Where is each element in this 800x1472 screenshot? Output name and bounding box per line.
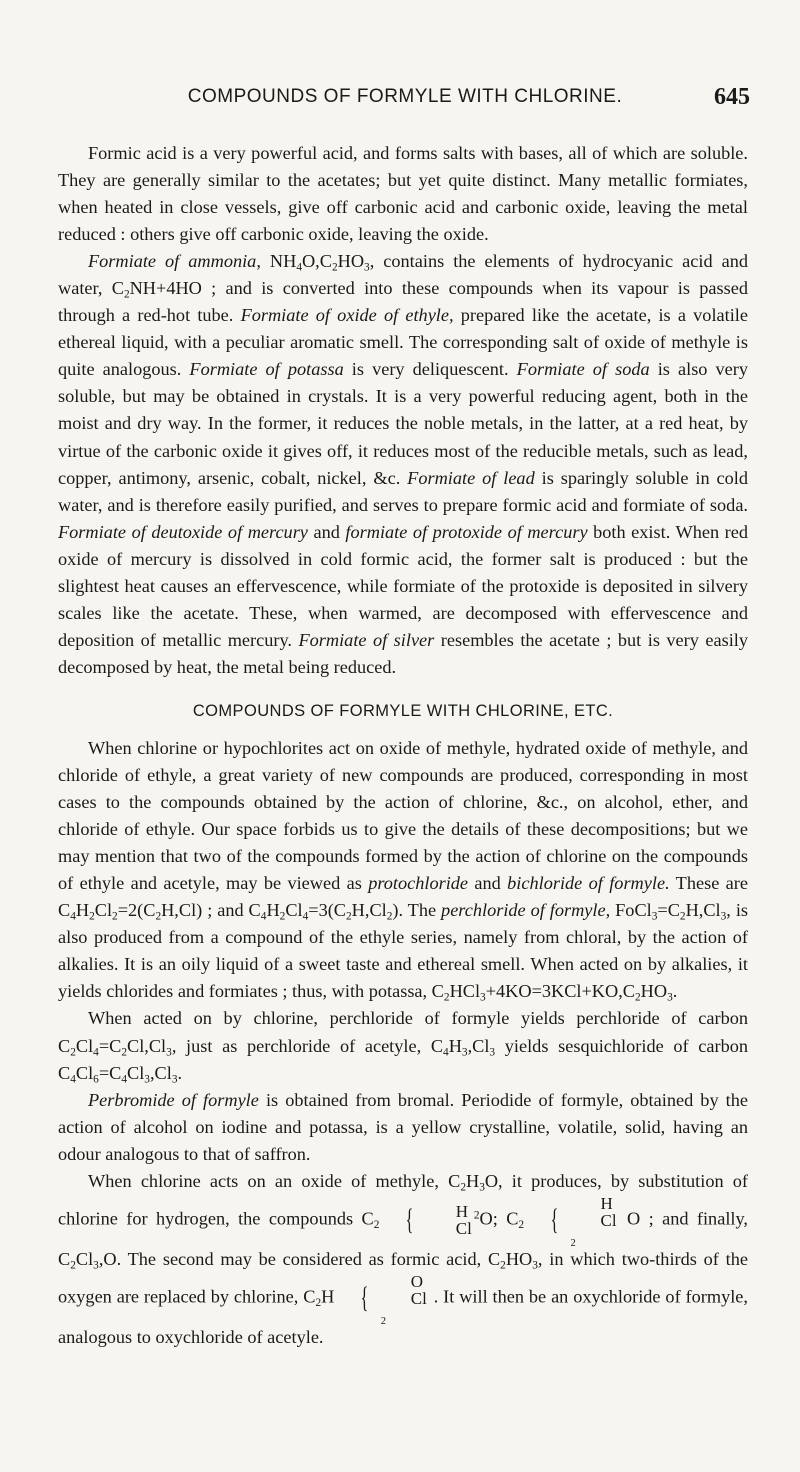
term-formiate-soda: Formiate of soda <box>516 359 650 380</box>
paragraph-oxide-methyle <box>58 1168 748 1351</box>
term-formiate-lead: Formiate of lead <box>407 467 535 488</box>
term-protochloride: protochloride <box>368 873 469 894</box>
stack-top: H <box>455 1202 469 1222</box>
text-run: H <box>321 1286 335 1307</box>
subscript: 2 <box>89 910 95 923</box>
subscript: 4 <box>70 910 76 923</box>
text-run: Cl <box>75 1062 94 1083</box>
text-run: and <box>307 521 346 542</box>
text-run: H,Cl <box>685 900 721 921</box>
text-run: HO <box>505 1248 533 1269</box>
text-run: =3(C <box>308 900 346 921</box>
text-run: , in which two-thirds of the oxygen are replaced by chlorine, C <box>58 1248 748 1307</box>
text-run: =2(C <box>117 900 156 921</box>
text-run: Cl <box>94 900 113 921</box>
text-run: ,Cl <box>467 1035 490 1056</box>
text-run: , is also produced from a compound of the ethyle series, namely from chloral, by the action of alkalies. It is an oily liquid of a sweet taste and ethereal smell. When acted on by alkalies, it yields chlorides and formiates ; thus, with potassa, C <box>58 900 749 1002</box>
text-run: O, it produces, by substitution of chlorine for hydrogen, the compounds C <box>58 1170 749 1229</box>
text-run: ). The <box>392 900 442 921</box>
text-run: both exist. When red oxide of mercury is dissolved in cold formic acid, the former salt is produced : but the slightest heat causes an effervescence, while formiate of the protoxide is deposited in silvery scales like the acetate. These, when warmed, are decomposed with effervescence and deposition of metallic mercury. <box>58 521 749 650</box>
subscript: 2 <box>386 910 393 923</box>
paragraph-chlorine-compounds <box>58 735 748 1005</box>
term-formiate-ethyle: Formiate of oxide of ethyle, <box>240 305 454 326</box>
subscript: 3 <box>532 1259 538 1272</box>
subscript: 3 <box>479 1181 485 1194</box>
subscript: 4 <box>93 1045 99 1058</box>
stack-bottom <box>380 1288 427 1327</box>
page-body <box>58 140 748 1351</box>
text-run: NH <box>260 251 297 272</box>
subscript: 3 <box>93 1259 99 1272</box>
text-run: =C <box>98 1035 122 1056</box>
subscript: 3 <box>667 991 673 1004</box>
subscript: 4 <box>296 261 302 274</box>
subscript: 3 <box>144 1072 150 1085</box>
subscript: 2 <box>460 1181 466 1194</box>
subscript: 2 <box>112 910 118 923</box>
text-run: NH+4HO ; and is converted into these compounds when its vapour is passed through a red-hot tube. <box>58 278 749 326</box>
text-run: These are C <box>58 873 748 921</box>
term-formiate-silver: Formiate of silver <box>298 629 435 650</box>
subscript: 2 <box>500 1259 506 1272</box>
text-run: When acted on by chlorine, perchloride of formyle yields perchloride of carbon C <box>58 1008 748 1056</box>
subscript: 2 <box>279 910 286 923</box>
stack-bottom-text: Cl <box>600 1210 617 1230</box>
text-run: Cl <box>75 1248 94 1269</box>
section-title: COMPOUNDS OF FORMYLE WITH CHLORINE, ETC. <box>192 701 614 720</box>
stack-bottom <box>570 1210 617 1249</box>
text-run: Cl,Cl <box>127 1035 167 1056</box>
subscript: 3 <box>461 1045 468 1058</box>
paragraph-perchloride-carbon <box>58 1005 748 1086</box>
subscript: 2 <box>518 1218 525 1231</box>
text-run: O,C <box>301 251 332 272</box>
superscript: 2 <box>473 1209 480 1222</box>
term-formiate-potassa: Formiate of potassa <box>189 359 344 380</box>
stack-bottom-text: Cl <box>410 1288 427 1308</box>
subscript: 3 <box>166 1045 172 1058</box>
text-run: Cl <box>127 1062 145 1083</box>
brace-glyph: { <box>550 1203 559 1237</box>
term-perchloride: perchloride of formyle, <box>441 900 611 921</box>
stack-bottom: Cl <box>455 1219 472 1239</box>
subscript: 3 <box>720 910 727 923</box>
text-run: Cl <box>75 1035 94 1056</box>
subscript: 4 <box>443 1045 449 1058</box>
subscript: 2 <box>679 910 686 923</box>
formula-stack-b <box>570 1193 617 1249</box>
text-run: H <box>266 900 280 921</box>
text-run: O; C <box>479 1208 519 1229</box>
subscript: 2 <box>373 1218 380 1231</box>
subscript: 3 <box>651 910 658 923</box>
text-run: HO <box>640 981 668 1002</box>
text-run: =C <box>657 900 680 921</box>
subscript: 4 <box>70 1072 76 1085</box>
paragraph-formiates <box>58 248 748 681</box>
text-run: , just as perchloride of acetyle, C <box>171 1035 444 1056</box>
subscript: 3 <box>489 1045 496 1058</box>
text-run: . <box>177 1062 183 1083</box>
text-run: prepared like the acetate, is a volatile ethereal liquid, with a peculiar aromatic smell. The corresponding salt of oxide of methyle is quite analogous. <box>58 305 748 380</box>
subscript: 3 <box>364 261 370 274</box>
subscript: 2 <box>315 1296 322 1309</box>
subscript: 3 <box>171 1072 178 1085</box>
text-run: When chlorine acts on an oxide of methyle, C <box>88 1170 461 1191</box>
text-run: and <box>468 873 508 894</box>
subscript: 2 <box>70 1259 76 1272</box>
subscript: 6 <box>93 1072 99 1085</box>
term-formiate-protoxide: formiate of protoxide of mercury <box>345 521 588 542</box>
term-formiate-ammonia: Formiate of ammonia, <box>88 251 261 272</box>
page-number: 645 <box>714 84 750 110</box>
text-run: is also very soluble, but may be obtained in crystals. It is a very powerful reducing agent, both in the moist and dry way. In the former, it reduces the noble metals, in the latter, at a red heat, by virtue of the carbonic oxide it gives off, it reduces most of the reducible metals, such as lead, copper, antimony, arsenic, cobalt, nickel, &c. <box>58 359 749 488</box>
subscript: 2 <box>570 1237 576 1249</box>
term-formiate-deutoxide: Formiate of deutoxide of mercury <box>58 521 308 542</box>
subscript: 2 <box>70 1045 76 1058</box>
subscript: 2 <box>121 1045 128 1058</box>
text-run: ,Cl <box>149 1062 172 1083</box>
subscript: 4 <box>260 910 267 923</box>
term-perbromide: Perbromide of formyle <box>88 1089 259 1110</box>
text-run: is sparingly soluble in cold water, and is therefore easily purified, and serves to prepare formic acid and formiate of soda. <box>58 467 748 515</box>
text-run: H <box>465 1170 480 1191</box>
subscript: 2 <box>443 991 450 1004</box>
formula-stack-a <box>426 1203 472 1237</box>
brace-glyph: { <box>405 1203 414 1237</box>
text-run: H,Cl <box>351 900 387 921</box>
text-run: +4KO=3KCl+KO,C <box>485 981 635 1002</box>
subscript: 4 <box>302 910 309 923</box>
stack-top: H <box>600 1193 613 1213</box>
brace-glyph: { <box>360 1281 369 1315</box>
text-run: O ; and finally, C <box>58 1208 748 1269</box>
text-run: Cl <box>285 900 303 921</box>
text-run: . It will then be an oxychloride of formyle, analogous to oxychloride of acetyle. <box>58 1286 748 1347</box>
subscript: 2 <box>123 288 130 301</box>
text-run: , contains the elements of hydrocyanic acid and water, C <box>58 251 748 299</box>
formula-stack-c <box>380 1271 427 1327</box>
text-run: HO <box>337 251 365 272</box>
running-head: COMPOUNDS OF FORMYLE WITH CHLORINE. <box>187 86 623 107</box>
text-run: =C <box>98 1062 122 1083</box>
paragraph-perbromide <box>58 1087 748 1168</box>
subscript: 2 <box>155 910 162 923</box>
text-run: is very deliquescent. <box>343 359 517 380</box>
text-run: yields sesquichloride of carbon C <box>58 1035 749 1083</box>
text-run: H <box>75 900 90 921</box>
subscript: 3 <box>480 991 486 1004</box>
text-run: HCl <box>449 981 481 1002</box>
stack-top: O <box>410 1271 424 1291</box>
text-run: ,O. The second may be considered as formic acid, C <box>98 1248 501 1269</box>
page-header <box>60 86 750 116</box>
subscript: 2 <box>634 991 641 1004</box>
subscript: 2 <box>331 261 338 274</box>
text-run: . <box>672 981 678 1002</box>
text-run: When chlorine or hypochlorites act on oxide of methyle, hydrated oxide of methyle, and chloride of ethyle, a great variety of new compounds are produced, corresponding in most cases to the compounds obtained by the action of chlorine, &c., on alcohol, ether, and chloride of ethyle. Our space forbids us to give the details of these decompositions; but we may mention that two of the compounds formed by the action of chlorine on the compounds of ethyle and acetyle, may be viewed as <box>58 737 748 894</box>
subscript: 2 <box>346 910 352 923</box>
text-run: resembles the acetate ; but is very easily decomposed by heat, the metal being reduced. <box>58 629 749 677</box>
text-run: FoCl <box>610 900 652 921</box>
term-bichloride: bichloride of formyle. <box>507 873 670 894</box>
text-run: H <box>448 1035 462 1056</box>
paragraph-formic-acid: Formic acid is a very powerful acid, and forms salts with bases, all of which are soluble. They are generally similar to the acetates; but yet quite distinct. Many metallic formiates, when heated in close vessels, give off carbonic acid and carbonic oxide, leaving the metal reduced : others give off carbonic oxide, leaving the oxide. <box>58 143 748 245</box>
text-run: is obtained from bromal. Periodide of formyle, obtained by the action of alcohol on iodine and potassa, is a yellow crystalline, volatile, solid, having an odour analogous to that of saffron. <box>58 1089 748 1164</box>
subscript: 4 <box>121 1072 128 1085</box>
subscript: 2 <box>380 1315 386 1327</box>
text-run: H,Cl) ; and C <box>161 900 261 921</box>
